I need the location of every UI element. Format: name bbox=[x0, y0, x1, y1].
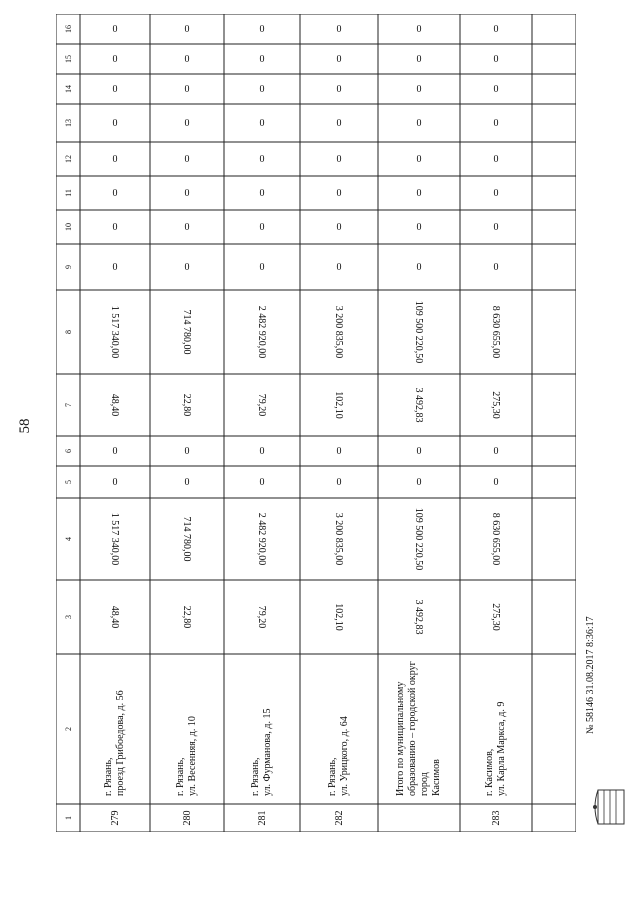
value-cell: 275,30 bbox=[490, 603, 502, 631]
column-number: 3 bbox=[63, 615, 73, 619]
value-cell: 8 630 655,00 bbox=[490, 305, 502, 359]
column-number: 7 bbox=[63, 403, 73, 407]
value-cell: 102,10 bbox=[333, 603, 345, 631]
value-cell: 0 bbox=[184, 261, 190, 273]
value-cell: 0 bbox=[112, 53, 118, 65]
value-cell: 0 bbox=[493, 117, 499, 129]
column-number: 4 bbox=[63, 537, 73, 541]
value-cell: 714 780,00 bbox=[181, 516, 193, 562]
column-number: 15 bbox=[63, 55, 73, 63]
row-number: 280 bbox=[181, 810, 193, 826]
value-cell: 0 bbox=[112, 187, 118, 199]
value-cell: 0 bbox=[184, 53, 190, 65]
value-cell: 0 bbox=[112, 83, 118, 95]
value-cell: 0 bbox=[259, 221, 265, 233]
value-cell: 0 bbox=[184, 153, 190, 165]
column-number: 9 bbox=[63, 265, 73, 269]
value-cell: 0 bbox=[259, 117, 265, 129]
registration-stamp-text: № 58146 31.08.2017 8:36:17 bbox=[585, 616, 596, 734]
address-cell: г. Рязань, проезд Грибоедова, д. 56 bbox=[103, 690, 126, 796]
value-cell: 0 bbox=[336, 261, 342, 273]
value-cell: 0 bbox=[336, 445, 342, 457]
value-cell: 79,20 bbox=[256, 393, 268, 417]
value-cell: 0 bbox=[416, 187, 422, 199]
value-cell: 0 bbox=[493, 445, 499, 457]
row-number: 283 bbox=[490, 810, 502, 826]
value-cell: 0 bbox=[259, 53, 265, 65]
value-cell: 0 bbox=[493, 53, 499, 65]
column-number: 10 bbox=[63, 223, 73, 231]
value-cell: 0 bbox=[416, 83, 422, 95]
address-cell: г. Рязань, ул. Фурманова, д. 15 bbox=[250, 708, 273, 796]
value-cell: 0 bbox=[259, 83, 265, 95]
value-cell: 0 bbox=[184, 83, 190, 95]
value-cell: 0 bbox=[416, 221, 422, 233]
address-cell: г. Рязань, ул. Урицкого, д. 64 bbox=[327, 716, 350, 796]
value-cell: 0 bbox=[416, 476, 422, 488]
column-number: 12 bbox=[63, 155, 73, 163]
value-cell: 0 bbox=[416, 261, 422, 273]
address-cell: г. Рязань, ул. Весенняя, д. 10 bbox=[175, 716, 198, 796]
page-number: 58 bbox=[17, 418, 33, 434]
value-cell: 0 bbox=[259, 476, 265, 488]
value-cell: 0 bbox=[184, 187, 190, 199]
value-cell: 275,30 bbox=[490, 391, 502, 419]
value-cell: 3 200 835,00 bbox=[333, 512, 345, 566]
value-cell: 0 bbox=[112, 261, 118, 273]
value-cell: 0 bbox=[336, 83, 342, 95]
column-number: 2 bbox=[63, 727, 73, 731]
row-number bbox=[378, 804, 460, 832]
value-cell: 0 bbox=[493, 476, 499, 488]
value-cell: 0 bbox=[416, 117, 422, 129]
value-cell: 0 bbox=[184, 476, 190, 488]
value-cell: 1 517 340,00 bbox=[109, 512, 121, 566]
value-cell: 0 bbox=[336, 153, 342, 165]
value-cell: 2 482 920,00 bbox=[256, 512, 268, 566]
data-table bbox=[56, 14, 576, 832]
value-cell: 102,10 bbox=[333, 391, 345, 419]
value-cell: 0 bbox=[259, 261, 265, 273]
value-cell: 0 bbox=[259, 23, 265, 35]
row-number: 281 bbox=[256, 810, 268, 826]
column-number: 16 bbox=[63, 25, 73, 33]
value-cell: 0 bbox=[112, 153, 118, 165]
value-cell: 0 bbox=[112, 445, 118, 457]
value-cell: 0 bbox=[493, 83, 499, 95]
value-cell: 0 bbox=[493, 261, 499, 273]
value-cell: 0 bbox=[416, 153, 422, 165]
value-cell: 0 bbox=[336, 476, 342, 488]
column-number: 1 bbox=[63, 816, 73, 820]
value-cell: 22,80 bbox=[181, 605, 193, 629]
value-cell: 2 482 920,00 bbox=[256, 305, 268, 359]
column-number: 13 bbox=[63, 119, 73, 127]
value-cell: 0 bbox=[259, 187, 265, 199]
value-cell: 0 bbox=[112, 23, 118, 35]
value-cell: 0 bbox=[336, 53, 342, 65]
value-cell: 0 bbox=[112, 476, 118, 488]
value-cell: 3 492,83 bbox=[413, 387, 425, 423]
value-cell: 0 bbox=[184, 221, 190, 233]
value-cell: 0 bbox=[336, 23, 342, 35]
value-cell: 0 bbox=[184, 23, 190, 35]
value-cell: 1 517 340,00 bbox=[109, 305, 121, 359]
value-cell: 0 bbox=[184, 445, 190, 457]
value-cell: 0 bbox=[493, 153, 499, 165]
value-cell: 0 bbox=[416, 53, 422, 65]
value-cell: 22,80 bbox=[181, 393, 193, 417]
value-cell: 714 780,00 bbox=[181, 309, 193, 355]
value-cell: 0 bbox=[112, 117, 118, 129]
value-cell: 0 bbox=[336, 187, 342, 199]
column-number: 6 bbox=[63, 449, 73, 453]
address-cell: г. Касимов, ул. Карла Маркса, д. 9 bbox=[484, 701, 507, 796]
value-cell: 48,40 bbox=[109, 393, 121, 417]
value-cell: 3 200 835,00 bbox=[333, 305, 345, 359]
column-number: 14 bbox=[63, 85, 73, 93]
value-cell: 0 bbox=[184, 117, 190, 129]
value-cell: 0 bbox=[493, 187, 499, 199]
value-cell: 8 630 655,00 bbox=[490, 512, 502, 566]
column-number: 5 bbox=[63, 480, 73, 484]
value-cell: 0 bbox=[493, 23, 499, 35]
value-cell: 109 500 220,50 bbox=[413, 507, 425, 571]
value-cell: 0 bbox=[336, 117, 342, 129]
value-cell: 0 bbox=[259, 445, 265, 457]
value-cell: 0 bbox=[416, 445, 422, 457]
value-cell: 0 bbox=[416, 23, 422, 35]
column-number: 8 bbox=[63, 330, 73, 334]
address-cell: Итого по муниципальному образованию – городской округ город Касимов bbox=[395, 661, 442, 796]
value-cell: 3 492,83 bbox=[413, 599, 425, 635]
value-cell: 79,20 bbox=[256, 605, 268, 629]
row-number: 282 bbox=[333, 810, 345, 826]
value-cell: 109 500 220,50 bbox=[413, 300, 425, 364]
value-cell: 0 bbox=[336, 221, 342, 233]
column-number: 11 bbox=[63, 189, 73, 197]
value-cell: 0 bbox=[493, 221, 499, 233]
value-cell: 0 bbox=[112, 221, 118, 233]
row-number: 279 bbox=[109, 810, 121, 826]
value-cell: 48,40 bbox=[109, 605, 121, 629]
value-cell: 0 bbox=[259, 153, 265, 165]
